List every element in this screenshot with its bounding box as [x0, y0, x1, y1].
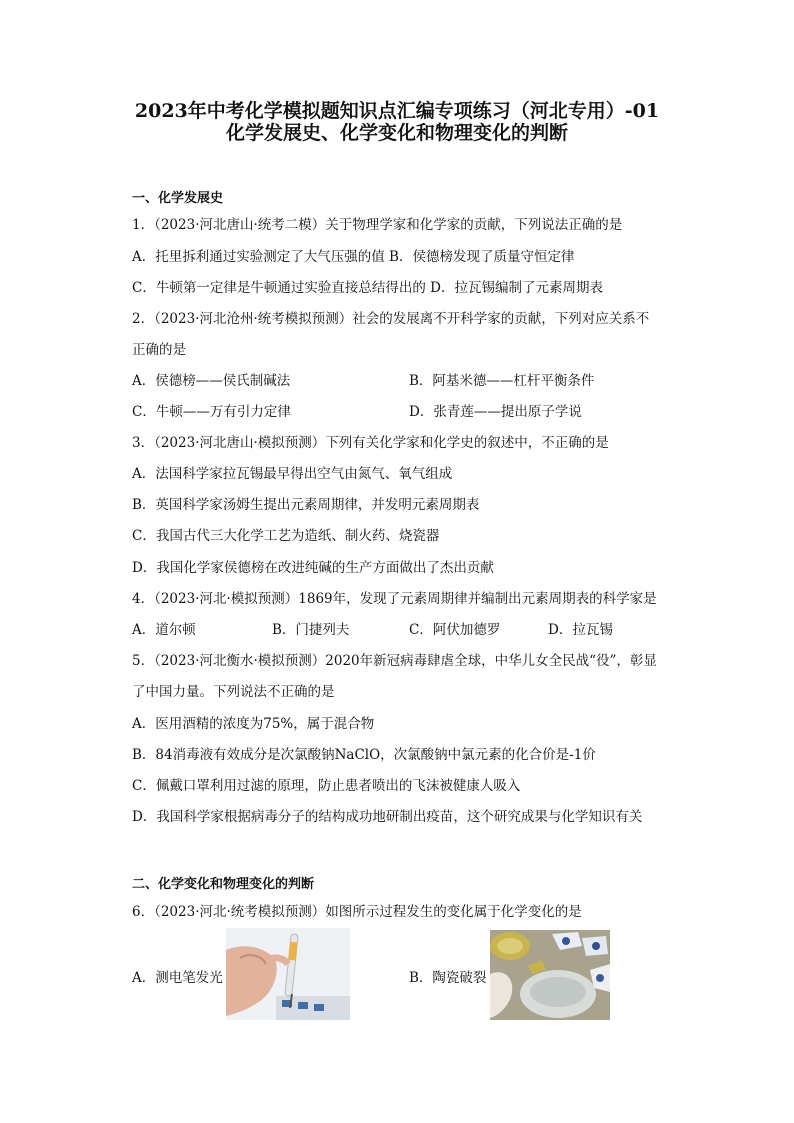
q1-options-ab: A．托里拆利通过实验测定了大气压强的值 B．侯德榜发现了质量守恒定律	[132, 249, 575, 265]
q3-stem: 3．（2023·河北唐山·模拟预测）下列有关化学家和化学史的叙述中，不正确的是	[132, 435, 609, 451]
q6-stem: 6．（2023·河北·统考模拟预测）如图所示过程发生的变化属于化学变化的是	[132, 904, 582, 920]
test-pen-photo	[226, 928, 350, 1020]
q6-option-b: B．陶瓷破裂	[409, 970, 487, 986]
q5-option-c: C．佩戴口罩利用过滤的原理，防止患者喷出的飞沫被健康人吸入	[132, 778, 521, 794]
q3-option-b: B．英国科学家汤姆生提出元素周期律，并发明元素周期表	[132, 497, 480, 513]
q1-stem: 1．（2023·河北唐山·统考二模）关于物理学家和化学家的贡献，下列说法正确的是	[132, 217, 623, 233]
q4-stem: 4．（2023·河北·模拟预测）1869年，发现了元素周期律并编制出元素周期表的科学家是	[132, 591, 657, 607]
doc-title-line2: 化学发展史、化学变化和物理变化的判断	[225, 122, 568, 144]
q4-option-c: C．阿伏加德罗	[409, 622, 501, 638]
section-heading-history: 一、化学发展史	[132, 191, 224, 206]
q5-option-d: D．我国科学家根据病毒分子的结构成功地研制出疫苗，这个研究成果与化学知识有关	[132, 809, 643, 825]
q3-option-a: A．法国科学家拉瓦锡最早得出空气由氮气、氧气组成	[132, 466, 453, 482]
q4-option-b: B．门捷列夫	[272, 622, 350, 638]
q3-option-c: C．我国古代三大化学工艺为造纸、制火药、烧瓷器	[132, 528, 440, 544]
q2-stem-line2: 正确的是	[132, 342, 186, 358]
q5-option-a: A．医用酒精的浓度为75%，属于混合物	[132, 716, 375, 732]
q5-option-b: B．84消毒液有效成分是次氯酸钠NaClO，次氯酸钠中氯元素的化合价是-1价	[132, 747, 596, 763]
q1-options-cd: C．牛顿第一定律是牛顿通过实验直接总结得出的 D．拉瓦锡编制了元素周期表	[132, 280, 603, 296]
broken-ceramics-photo	[490, 930, 610, 1020]
doc-title-line1: 2023年中考化学模拟题知识点汇编专项练习（河北专用）-01	[134, 100, 660, 122]
q2-stem-line1: 2．（2023·河北沧州·统考模拟预测）社会的发展离不开科学家的贡献，下列对应关系不	[132, 311, 650, 327]
q2-option-b: B．阿基米德——杠杆平衡条件	[409, 373, 595, 389]
q4-option-d: D．拉瓦锡	[548, 622, 613, 638]
q2-option-d: D．张青莲——提出原子学说	[409, 404, 582, 420]
q2-option-c: C．牛顿——万有引力定律	[132, 404, 291, 420]
q5-stem-line1: 5．（2023·河北衡水·模拟预测）2020年新冠病毒肆虐全球，中华儿女全民战“役”，彰显	[132, 653, 657, 669]
q6-option-a: A．测电笔发光	[132, 970, 223, 986]
q2-option-a: A．侯德榜——侯氏制碱法	[132, 373, 291, 389]
q3-option-d: D．我国化学家侯德榜在改进纯碱的生产方面做出了杰出贡献	[132, 560, 494, 576]
q4-option-a: A．道尔顿	[132, 622, 196, 638]
section-heading-change-judgement: 二、化学变化和物理变化的判断	[132, 877, 315, 892]
q5-stem-line2: 了中国力量。下列说法不正确的是	[132, 684, 335, 700]
